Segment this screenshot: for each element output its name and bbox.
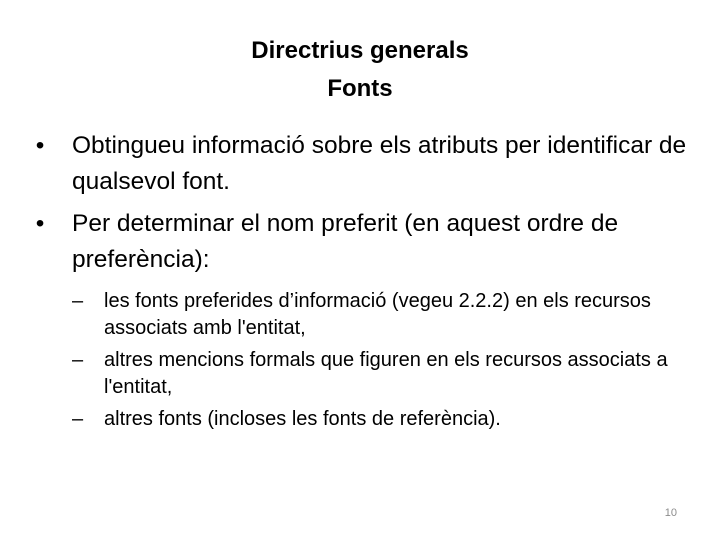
dash-icon: – [72, 408, 84, 430]
slide-content [30, 128, 690, 438]
bullet-item [30, 206, 690, 278]
sub-bullet-text: les fonts preferides d’informació (vegeu 2.2.2) en els recursos associats amb l'entitat, [104, 290, 651, 339]
sub-bullet-text: altres fonts (incloses les fonts de referència). [104, 408, 501, 430]
title-line-sub: Fonts [327, 75, 393, 102]
bullet-icon: • [35, 132, 45, 159]
bullet-text: Obtingueu informació sobre els atributs per identificar de qualsevol font. [72, 132, 687, 195]
title-line-main: Directrius generals [251, 37, 469, 64]
dash-icon: – [72, 349, 84, 371]
sub-bullet-item [72, 406, 690, 433]
sub-bullet-item [72, 347, 690, 401]
sub-bullet-list [72, 288, 690, 433]
sub-bullet-item [72, 288, 690, 342]
bullet-item [30, 128, 690, 200]
dash-icon: – [72, 290, 84, 312]
sub-bullet-text: altres mencions formals que figuren en els recursos associats a l'entitat, [104, 349, 668, 398]
bullet-icon: • [35, 210, 45, 237]
slide-title [0, 32, 720, 108]
bullet-text: Per determinar el nom preferit (en aquest ordre de preferència): [72, 210, 619, 273]
page-number: 10 [664, 507, 677, 519]
